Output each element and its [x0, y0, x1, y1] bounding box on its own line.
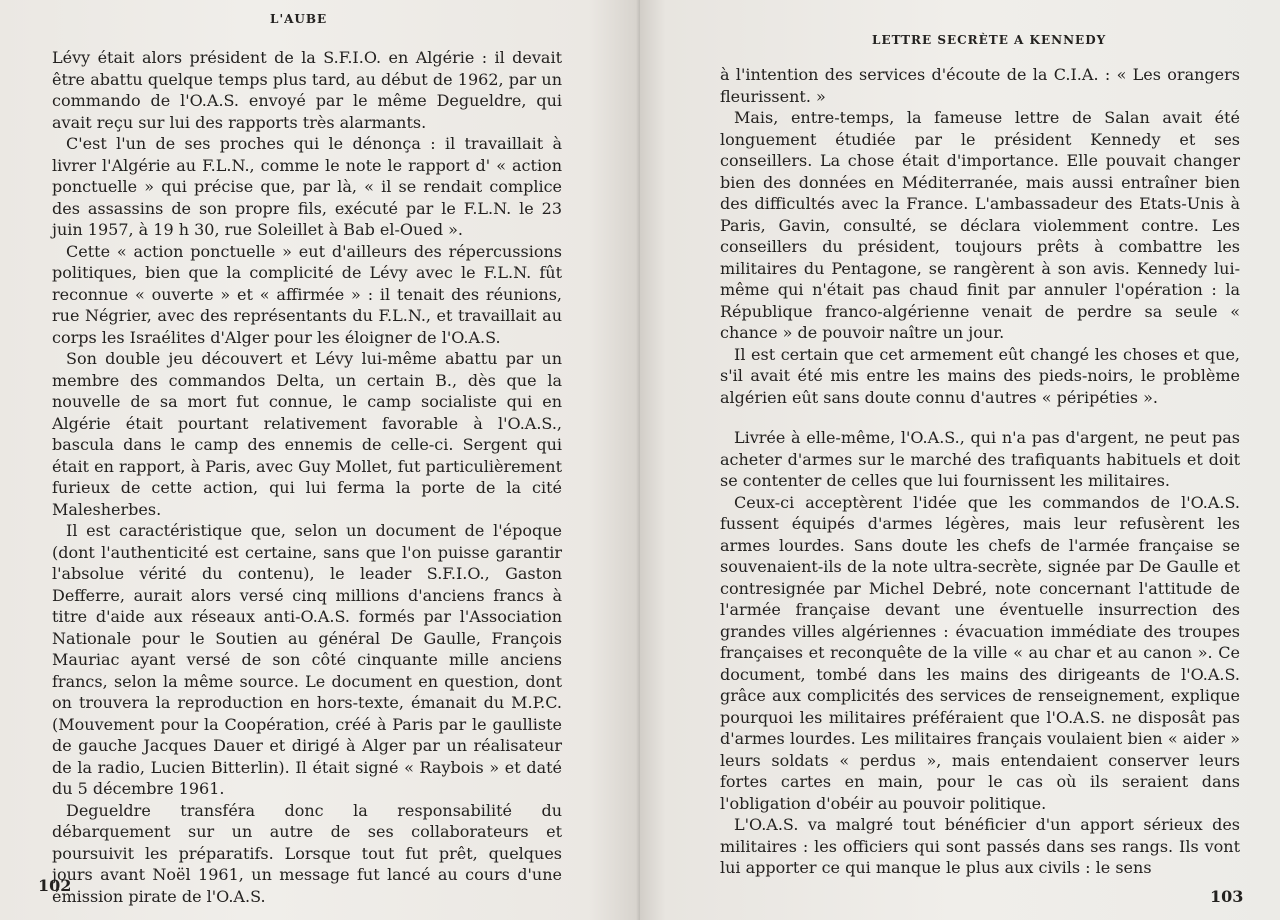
right-page	[640, 0, 1280, 920]
right-paragraph-3: Il est certain que cet armement eût changé les choses et que, s'il avait été mis entre les mains des pieds-noirs, le problème algérien eût sans doute connu d'autres « péripéties ».	[720, 344, 1240, 407]
left-paragraph-1: Lévy était alors président de la S.F.I.O. en Algérie : il devait être abattu quelque temps plus tard, au début de 1962, par un commando de l'O.A.S. envoyé par le même Degueldre, qui avait reçu sur lui des rapports très alarmants.	[52, 48, 562, 132]
right-paragraph-1: à l'intention des services d'écoute de la C.I.A. : « Les orangers fleurissent. »	[720, 65, 1240, 106]
right-paragraph-5: Ceux-ci acceptèrent l'idée que les commandos de l'O.A.S. fussent équipés d'armes légères, mais leur refusèrent les armes lourdes. Sans doute les chefs de l'armée française se souvenaient-ils de la note ultra-secrète, signée par De Gaulle et contresignée par Michel Debré, note concernant l'attitude de l'armée française devant une éventuelle insurrection des grandes villes algériennes : évacuation immédiate des troupes françaises et reconquête de la ville « au char et au canon ». Ce document, tombé dans les mains des dirigeants de l'O.A.S. grâce aux complicités des services de renseignement, explique pourquoi les militaires préféraient que l'O.A.S. ne disposât pas d'armes lourdes. Les militaires français voulaient bien « aider » leurs soldats « perdus », mais entendaient conserver leurs fortes cartes en main, pour le cas où ils seraient dans l'obligation d'obéir au pouvoir politique.	[720, 492, 1240, 813]
left-page-number: 102	[38, 876, 72, 895]
right-paragraph-6: L'O.A.S. va malgré tout bénéficier d'un apport sérieux des militaires : les officiers qui sont passés dans ses rangs. Ils vont lui apporter ce qui manque le plus aux civils : le sens	[720, 815, 1240, 877]
left-paragraph-5: Il est caractéristique que, selon un document de l'époque (dont l'authenticité est certaine, sans que l'on puisse garantir l'absolue vérité du contenu), le leader S.F.I.O., Gaston Defferre, aurait alors versé cinq millions d'anciens francs à titre d'aide aux réseaux anti-O.A.S. formés par l'Association Nationale pour le Soutien au général De Gaulle, François Mauriac ayant versé de son côté cinquante mille anciens francs, selon la même source. Le document en question, dont on trouvera la reproduction en hors-texte, émanait du M.P.C. (Mouvement pour la Coopération, créé à Paris par le gaulliste de gauche Jacques Dauer et dirigé à Alger par un réalisateur de la radio, Lucien Bitterlin). Il était signé « Raybois » et daté du 5 décembre 1961.	[52, 521, 562, 798]
right-paragraph-4: Livrée à elle-même, l'O.A.S., qui n'a pas d'argent, ne peut pas acheter d'armes sur le marché des trafiquants habituels et doit se contenter de celles que lui fournissent les militaires.	[720, 428, 1240, 490]
right-page-text	[720, 64, 1240, 879]
left-paragraph-2: C'est l'un de ses proches qui le dénonça : il travaillait à livrer l'Algérie au F.L.N., comme le note le rapport d' « action ponctuelle » qui précise que, par là, « il se rendait complice des assassins de son propre fils, exécuté par le F.L.N. le 23 juin 1957, à 19 h 30, rue Soleillet à Bab el-Oued ».	[52, 134, 562, 239]
left-paragraph-6: Degueldre transféra donc la responsabilité du débarquement sur un autre de ses collaborateurs et poursuivit les préparatifs. Lorsque tout fut prêt, quelques jours avant Noël 1961, un message fut lancé au cours d'une émission pirate de l'O.A.S.	[52, 800, 562, 906]
right-page-number: 103	[1210, 887, 1244, 906]
right-paragraph-2: Mais, entre-temps, la fameuse lettre de Salan avait été longuement étudiée par le président Kennedy et ses conseillers. La chose était d'importance. Elle pouvait changer bien des données en Méditerranée, mais aussi entraîner bien des difficultés avec la France. L'ambassadeur des Etats-Unis à Paris, Gavin, consulté, se déclara violemment contre. Les conseillers du président, toujours prêts à combattre les militaires du Pentagone, se rangèrent à son avis. Kennedy lui-même qui n'était pas chaud finit par annuler l'opération : la République franco-algérienne venait de perdre sa seule « chance » de pouvoir naître un jour.	[720, 108, 1240, 342]
left-running-head: L'AUBE	[270, 12, 328, 26]
left-paragraph-3: Cette « action ponctuelle » eut d'ailleurs des répercussions politiques, bien que la complicité de Lévy avec le F.L.N. fût reconnue « ouverte » et « affirmée » : il tenait des réunions, rue Négrier, avec des représentants du F.L.N., et travaillait au corps les Israélites d'Alger pour les éloigner de l'O.A.S.	[52, 241, 562, 347]
left-page-text	[52, 47, 562, 907]
left-paragraph-4: Son double jeu découvert et Lévy lui-même abattu par un membre des commandos Delta, un certain B., dès que la nouvelle de sa mort fut connue, le camp socialiste qui en Algérie était pourtant relativement favorable à l'O.A.S., bascula dans le camp des ennemis de celle-ci. Sergent qui était en rapport, à Paris, avec Guy Mollet, fut particulièrement furieux de cette action, qui lui ferma la porte de la cité Malesherbes.	[52, 349, 562, 519]
right-running-head: LETTRE SECRÈTE A KENNEDY	[872, 33, 1107, 47]
